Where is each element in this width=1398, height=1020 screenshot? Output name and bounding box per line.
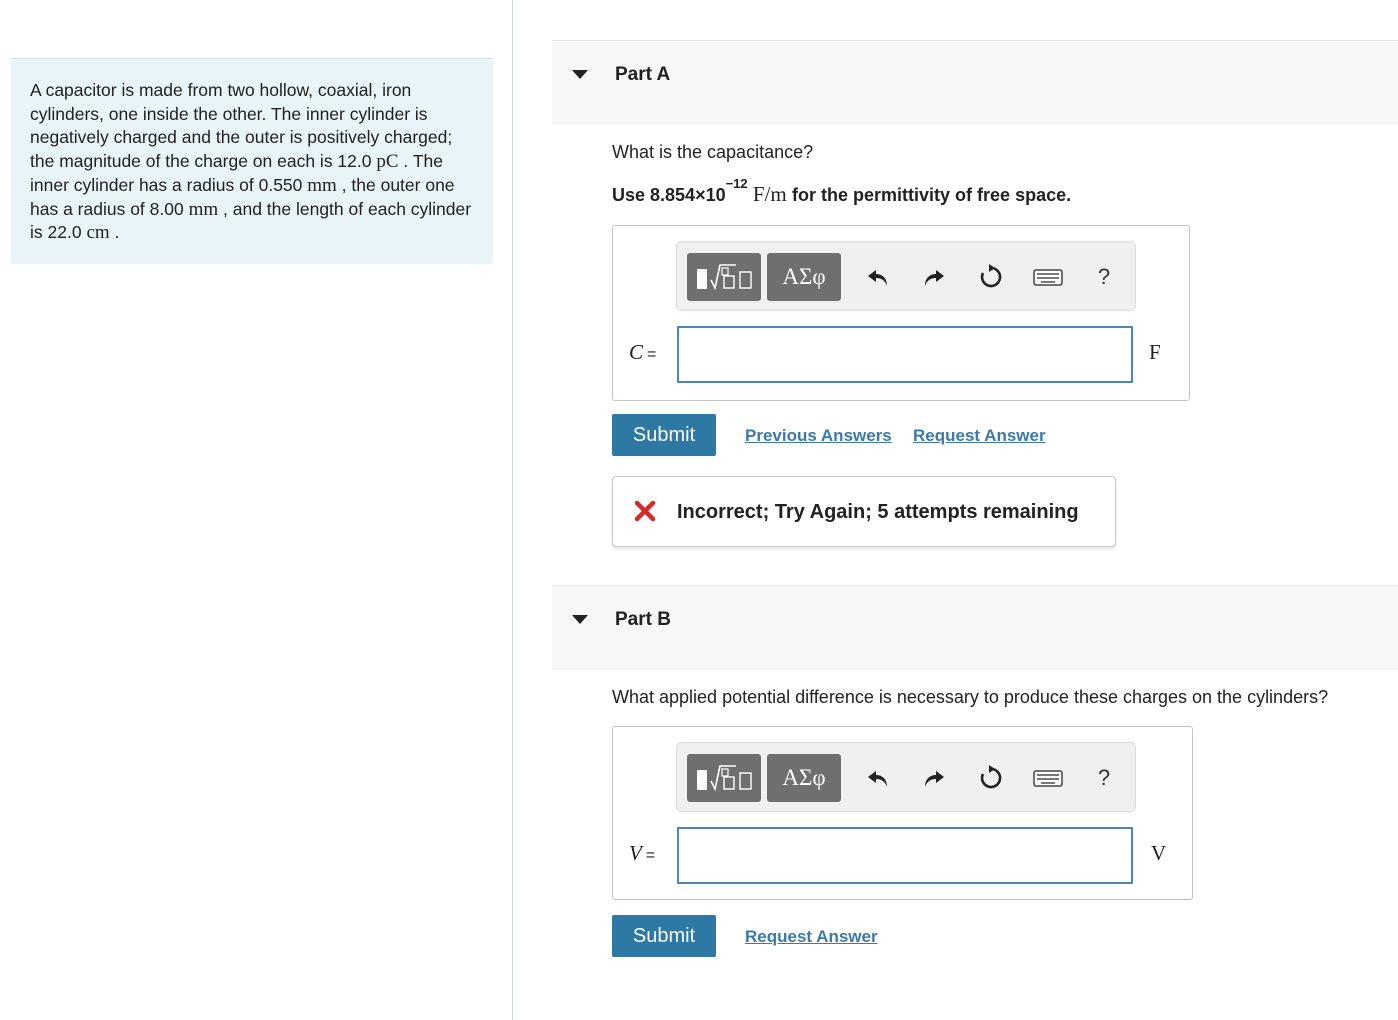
instruction-unit: F/m [747, 182, 793, 206]
undo-icon[interactable] [861, 761, 895, 795]
help-icon[interactable]: ? [1097, 765, 1111, 790]
instruction-text: for the permittivity of free space. [792, 185, 1072, 205]
unit-label-volt: V [1151, 841, 1167, 865]
redo-icon[interactable] [917, 761, 951, 795]
part-b-answer-box [612, 726, 1193, 900]
greek-symbols-button[interactable]: ΑΣφ [767, 754, 841, 802]
part-a-request-answer-link[interactable]: Request Answer [913, 426, 1046, 445]
templates-button[interactable] [687, 754, 761, 802]
keyboard-icon[interactable] [1031, 761, 1065, 795]
feedback-message [612, 476, 1116, 547]
reset-icon[interactable] [974, 260, 1008, 294]
column-divider [512, 0, 513, 1020]
problem-text-4: , and the length of each cylinder is 22.0 [30, 198, 472, 243]
help-icon[interactable]: ? [1097, 264, 1111, 289]
collapse-caret-icon[interactable] [572, 615, 588, 624]
equals-sign: = [645, 847, 656, 864]
previous-answers-link[interactable]: Previous Answers [745, 426, 892, 445]
greek-symbols-button[interactable]: ΑΣφ [767, 253, 841, 301]
unit-label-farad: F [1149, 340, 1161, 364]
keyboard-icon[interactable] [1031, 260, 1065, 294]
radius-unit-outer: mm [188, 198, 219, 220]
problem-text-2: . The inner cylinder has a radius of 0.550 [30, 151, 443, 195]
part-a-title: Part A [615, 64, 671, 85]
redo-icon[interactable] [917, 260, 951, 294]
math-toolbar [676, 241, 1136, 311]
collapse-caret-icon[interactable] [572, 70, 588, 79]
variable-label-v [629, 841, 655, 866]
capacitance-input[interactable] [677, 326, 1133, 383]
feedback-text: Incorrect; Try Again; 5 attempts remaining [677, 501, 1079, 523]
variable-label-c [629, 340, 656, 365]
undo-icon[interactable] [861, 260, 895, 294]
part-a-header[interactable] [552, 40, 1398, 125]
part-b-submit-button[interactable]: Submit [612, 915, 716, 957]
part-a-question: What is the capacitance? [612, 142, 814, 162]
variable-symbol: C [629, 340, 644, 364]
templates-button[interactable] [687, 253, 761, 301]
templates-icon [694, 761, 754, 795]
variable-symbol: V [629, 841, 642, 865]
math-toolbar [676, 742, 1136, 812]
problem-statement [11, 58, 493, 264]
instruction-value: Use 8.854×10 [612, 185, 726, 205]
potential-difference-input[interactable] [677, 827, 1133, 884]
part-b-title: Part B [615, 609, 671, 630]
part-b-request-answer-link[interactable]: Request Answer [745, 927, 878, 946]
templates-icon [694, 260, 754, 294]
part-b-header[interactable] [552, 585, 1398, 670]
radius-unit-inner: mm [307, 174, 337, 196]
part-a-answer-box [612, 225, 1190, 401]
part-a-submit-button[interactable]: Submit [612, 414, 716, 456]
problem-text-1: A capacitor is made from two hollow, coaxial, iron cylinders, one inside the other. The inner cylinder is negatively charged and the outer is positively charged; the magnitude of the charge on each is 12.0 [30, 80, 453, 172]
problem-text-5: . [109, 222, 120, 243]
reset-icon[interactable] [974, 761, 1008, 795]
instruction-exponent: −12 [725, 176, 748, 191]
part-b-question: What applied potential difference is necessary to produce these charges on the cylinders? [612, 687, 1329, 707]
equals-sign: = [647, 346, 657, 363]
problem-text-3: , the outer one has a radius of 8.00 [30, 174, 455, 219]
part-a-instruction [612, 176, 1072, 207]
charge-unit: pC [376, 151, 399, 173]
length-unit: cm [86, 222, 110, 244]
incorrect-x-icon [633, 499, 657, 523]
